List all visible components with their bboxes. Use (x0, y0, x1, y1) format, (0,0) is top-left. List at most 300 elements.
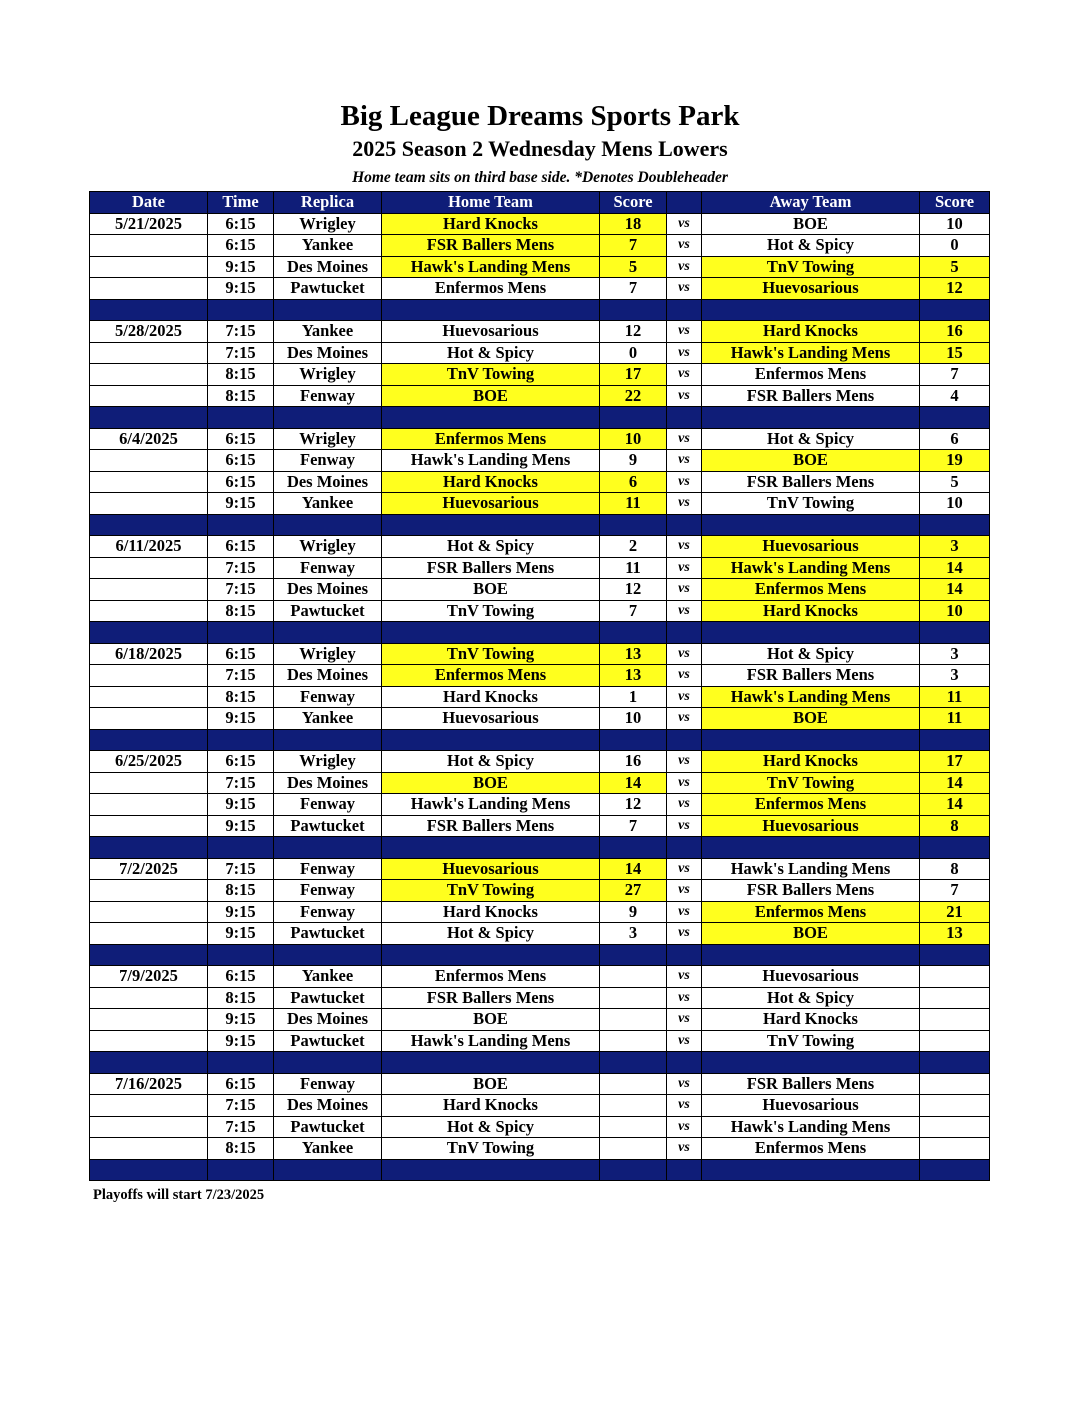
home-score: 13 (600, 643, 667, 665)
table-row (90, 557, 990, 579)
separator-cell (600, 1052, 667, 1074)
week-separator-row (90, 944, 990, 966)
table-header-row (90, 192, 990, 214)
home-score: 5 (600, 256, 667, 278)
game-time: 7:15 (208, 858, 274, 880)
away-score: 4 (920, 385, 990, 407)
separator-cell (208, 407, 274, 429)
vs-label: vs (667, 880, 702, 902)
separator-cell (667, 299, 702, 321)
home-score: 10 (600, 708, 667, 730)
separator-cell (382, 1159, 600, 1181)
vs-label: vs (667, 278, 702, 300)
separator-cell (208, 622, 274, 644)
game-replica-field: Fenway (274, 686, 382, 708)
vs-label: vs (667, 342, 702, 364)
separator-cell (667, 944, 702, 966)
table-row (90, 923, 990, 945)
vs-label: vs (667, 665, 702, 687)
separator-cell (600, 729, 667, 751)
away-team: Enfermos Mens (702, 579, 920, 601)
separator-cell (382, 299, 600, 321)
separator-cell (667, 837, 702, 859)
separator-cell (274, 622, 382, 644)
game-time: 8:15 (208, 880, 274, 902)
game-time: 9:15 (208, 256, 274, 278)
home-team: TnV Towing (382, 643, 600, 665)
home-score: 9 (600, 901, 667, 923)
separator-cell (90, 622, 208, 644)
vs-label: vs (667, 987, 702, 1009)
game-date (90, 235, 208, 257)
game-replica-field: Yankee (274, 966, 382, 988)
home-team: BOE (382, 772, 600, 794)
away-score: 6 (920, 428, 990, 450)
vs-label: vs (667, 364, 702, 386)
header-time: Time (208, 192, 274, 214)
game-date (90, 880, 208, 902)
vs-label: vs (667, 858, 702, 880)
separator-cell (90, 837, 208, 859)
away-score: 7 (920, 364, 990, 386)
away-score (920, 1116, 990, 1138)
game-time: 8:15 (208, 987, 274, 1009)
away-score (920, 966, 990, 988)
vs-label: vs (667, 428, 702, 450)
separator-cell (90, 299, 208, 321)
home-score: 12 (600, 579, 667, 601)
vs-label: vs (667, 751, 702, 773)
page-subtitle: 2025 Season 2 Wednesday Mens Lowers (352, 136, 728, 161)
game-time: 6:15 (208, 213, 274, 235)
away-score: 21 (920, 901, 990, 923)
table-row (90, 385, 990, 407)
separator-cell (600, 944, 667, 966)
week-separator-row (90, 837, 990, 859)
separator-cell (667, 729, 702, 751)
game-date (90, 256, 208, 278)
home-score: 9 (600, 450, 667, 472)
home-team: Hawk's Landing Mens (382, 1030, 600, 1052)
schedule-body (90, 213, 990, 1181)
game-replica-field: Yankee (274, 235, 382, 257)
game-date (90, 579, 208, 601)
away-team: BOE (702, 450, 920, 472)
away-score: 10 (920, 213, 990, 235)
vs-label: vs (667, 493, 702, 515)
separator-cell (920, 622, 990, 644)
table-row (90, 794, 990, 816)
home-team: FSR Ballers Mens (382, 815, 600, 837)
week-separator-row (90, 514, 990, 536)
away-team: Huevosarious (702, 966, 920, 988)
vs-label: vs (667, 1009, 702, 1031)
game-date: 7/9/2025 (90, 966, 208, 988)
home-team: Enfermos Mens (382, 665, 600, 687)
away-team: Hawk's Landing Mens (702, 686, 920, 708)
vs-label: vs (667, 772, 702, 794)
away-team: Hard Knocks (702, 751, 920, 773)
game-replica-field: Des Moines (274, 1095, 382, 1117)
away-team: Enfermos Mens (702, 364, 920, 386)
game-date (90, 1009, 208, 1031)
separator-cell (208, 1052, 274, 1074)
game-replica-field: Yankee (274, 1138, 382, 1160)
home-score: 7 (600, 600, 667, 622)
vs-label: vs (667, 321, 702, 343)
separator-cell (208, 299, 274, 321)
home-score: 12 (600, 794, 667, 816)
game-time: 6:15 (208, 1073, 274, 1095)
game-date: 6/18/2025 (90, 643, 208, 665)
home-team: Hawk's Landing Mens (382, 794, 600, 816)
away-score: 16 (920, 321, 990, 343)
table-row (90, 815, 990, 837)
separator-cell (702, 299, 920, 321)
table-row (90, 342, 990, 364)
game-time: 7:15 (208, 579, 274, 601)
game-time: 8:15 (208, 364, 274, 386)
table-row (90, 966, 990, 988)
home-team: Hot & Spicy (382, 923, 600, 945)
away-team: TnV Towing (702, 256, 920, 278)
home-score: 27 (600, 880, 667, 902)
game-date: 6/11/2025 (90, 536, 208, 558)
separator-cell (90, 407, 208, 429)
home-score: 2 (600, 536, 667, 558)
table-row (90, 1073, 990, 1095)
away-score (920, 1073, 990, 1095)
home-team: Hard Knocks (382, 901, 600, 923)
vs-label: vs (667, 966, 702, 988)
home-team: Hard Knocks (382, 471, 600, 493)
away-team: Enfermos Mens (702, 794, 920, 816)
game-date (90, 471, 208, 493)
week-separator-row (90, 407, 990, 429)
game-replica-field: Fenway (274, 901, 382, 923)
game-time: 9:15 (208, 815, 274, 837)
separator-cell (382, 944, 600, 966)
away-score: 10 (920, 493, 990, 515)
home-score: 1 (600, 686, 667, 708)
game-date: 7/2/2025 (90, 858, 208, 880)
separator-cell (702, 622, 920, 644)
home-score: 16 (600, 751, 667, 773)
game-date (90, 1138, 208, 1160)
game-time: 6:15 (208, 235, 274, 257)
table-row (90, 321, 990, 343)
header-date: Date (90, 192, 208, 214)
game-time: 9:15 (208, 901, 274, 923)
game-replica-field: Fenway (274, 880, 382, 902)
table-row (90, 772, 990, 794)
home-score: 22 (600, 385, 667, 407)
vs-label: vs (667, 450, 702, 472)
away-score (920, 1095, 990, 1117)
game-date (90, 665, 208, 687)
game-replica-field: Des Moines (274, 1009, 382, 1031)
game-date: 5/28/2025 (90, 321, 208, 343)
separator-cell (90, 729, 208, 751)
away-team: TnV Towing (702, 1030, 920, 1052)
home-score (600, 1116, 667, 1138)
schedule-table (89, 191, 990, 1181)
week-separator-row (90, 1159, 990, 1181)
home-score: 7 (600, 235, 667, 257)
separator-cell (90, 1159, 208, 1181)
away-team: Hawk's Landing Mens (702, 858, 920, 880)
away-team: FSR Ballers Mens (702, 665, 920, 687)
vs-label: vs (667, 579, 702, 601)
separator-cell (274, 944, 382, 966)
away-score: 14 (920, 772, 990, 794)
table-row (90, 1095, 990, 1117)
table-row (90, 987, 990, 1009)
separator-cell (702, 514, 920, 536)
week-separator-row (90, 299, 990, 321)
home-team: Hard Knocks (382, 1095, 600, 1117)
home-team: Hard Knocks (382, 686, 600, 708)
home-team: Hot & Spicy (382, 536, 600, 558)
game-replica-field: Fenway (274, 557, 382, 579)
separator-cell (274, 299, 382, 321)
game-date (90, 901, 208, 923)
separator-cell (702, 944, 920, 966)
game-date: 6/25/2025 (90, 751, 208, 773)
home-team: Hawk's Landing Mens (382, 256, 600, 278)
game-date (90, 385, 208, 407)
separator-cell (90, 514, 208, 536)
away-team: Hot & Spicy (702, 643, 920, 665)
separator-cell (382, 514, 600, 536)
home-team: Huevosarious (382, 708, 600, 730)
home-team: Huevosarious (382, 321, 600, 343)
table-row (90, 1138, 990, 1160)
table-row (90, 213, 990, 235)
separator-cell (600, 837, 667, 859)
table-row (90, 536, 990, 558)
away-team: Hawk's Landing Mens (702, 557, 920, 579)
home-score (600, 966, 667, 988)
away-team: TnV Towing (702, 493, 920, 515)
home-team: TnV Towing (382, 364, 600, 386)
table-row (90, 643, 990, 665)
away-score: 17 (920, 751, 990, 773)
away-score: 8 (920, 858, 990, 880)
game-date (90, 815, 208, 837)
away-score: 13 (920, 923, 990, 945)
game-date (90, 794, 208, 816)
game-date (90, 600, 208, 622)
away-score: 14 (920, 794, 990, 816)
home-team: Huevosarious (382, 858, 600, 880)
away-team: FSR Ballers Mens (702, 385, 920, 407)
game-replica-field: Yankee (274, 321, 382, 343)
away-team: Hard Knocks (702, 1009, 920, 1031)
separator-cell (90, 1052, 208, 1074)
game-replica-field: Des Moines (274, 471, 382, 493)
table-row (90, 901, 990, 923)
home-score: 0 (600, 342, 667, 364)
game-replica-field: Fenway (274, 385, 382, 407)
game-replica-field: Pawtucket (274, 987, 382, 1009)
vs-label: vs (667, 213, 702, 235)
separator-cell (920, 514, 990, 536)
separator-cell (208, 514, 274, 536)
game-replica-field: Wrigley (274, 428, 382, 450)
vs-label: vs (667, 708, 702, 730)
home-team: Hawk's Landing Mens (382, 450, 600, 472)
separator-cell (667, 1159, 702, 1181)
game-date: 5/21/2025 (90, 213, 208, 235)
table-row (90, 751, 990, 773)
separator-cell (667, 622, 702, 644)
home-score (600, 1073, 667, 1095)
vs-label: vs (667, 536, 702, 558)
away-score: 3 (920, 643, 990, 665)
game-time: 8:15 (208, 686, 274, 708)
header-home-score: Score (600, 192, 667, 214)
game-replica-field: Des Moines (274, 256, 382, 278)
away-score: 11 (920, 708, 990, 730)
vs-label: vs (667, 923, 702, 945)
home-team: Hot & Spicy (382, 751, 600, 773)
away-team: BOE (702, 923, 920, 945)
header-away-score: Score (920, 192, 990, 214)
game-replica-field: Fenway (274, 858, 382, 880)
away-score (920, 1138, 990, 1160)
game-date (90, 493, 208, 515)
away-score: 3 (920, 536, 990, 558)
home-score: 10 (600, 428, 667, 450)
separator-cell (600, 622, 667, 644)
game-time: 6:15 (208, 471, 274, 493)
separator-cell (667, 514, 702, 536)
game-time: 7:15 (208, 557, 274, 579)
table-row (90, 686, 990, 708)
separator-cell (600, 514, 667, 536)
away-team: Enfermos Mens (702, 901, 920, 923)
game-replica-field: Des Moines (274, 772, 382, 794)
home-score: 6 (600, 471, 667, 493)
home-score (600, 1030, 667, 1052)
schedule-note: Home team sits on third base side. *Denotes Doubleheader (352, 169, 728, 186)
header-home-team: Home Team (382, 192, 600, 214)
game-replica-field: Pawtucket (274, 815, 382, 837)
home-team: Huevosarious (382, 493, 600, 515)
game-replica-field: Wrigley (274, 536, 382, 558)
separator-cell (382, 407, 600, 429)
separator-cell (920, 837, 990, 859)
away-team: Hard Knocks (702, 600, 920, 622)
away-team: BOE (702, 708, 920, 730)
table-row (90, 665, 990, 687)
away-team: Hot & Spicy (702, 428, 920, 450)
table-row (90, 428, 990, 450)
away-score: 3 (920, 665, 990, 687)
game-replica-field: Wrigley (274, 213, 382, 235)
separator-cell (274, 1159, 382, 1181)
game-time: 7:15 (208, 665, 274, 687)
table-row (90, 256, 990, 278)
away-score: 10 (920, 600, 990, 622)
week-separator-row (90, 729, 990, 751)
home-score: 14 (600, 772, 667, 794)
away-score: 19 (920, 450, 990, 472)
separator-cell (382, 622, 600, 644)
game-time: 9:15 (208, 923, 274, 945)
home-score: 13 (600, 665, 667, 687)
game-replica-field: Fenway (274, 794, 382, 816)
header-vs (667, 192, 702, 214)
table-row (90, 1009, 990, 1031)
away-team: Hawk's Landing Mens (702, 1116, 920, 1138)
home-team: FSR Ballers Mens (382, 557, 600, 579)
game-replica-field: Wrigley (274, 364, 382, 386)
separator-cell (600, 407, 667, 429)
away-team: Hot & Spicy (702, 987, 920, 1009)
home-team: TnV Towing (382, 880, 600, 902)
separator-cell (382, 729, 600, 751)
away-team: Hot & Spicy (702, 235, 920, 257)
game-time: 8:15 (208, 1138, 274, 1160)
vs-label: vs (667, 643, 702, 665)
separator-cell (702, 1052, 920, 1074)
vs-label: vs (667, 256, 702, 278)
away-team: Huevosarious (702, 278, 920, 300)
away-team: FSR Ballers Mens (702, 471, 920, 493)
separator-cell (920, 299, 990, 321)
game-time: 7:15 (208, 1095, 274, 1117)
vs-label: vs (667, 901, 702, 923)
game-time: 7:15 (208, 321, 274, 343)
separator-cell (702, 837, 920, 859)
game-replica-field: Pawtucket (274, 1030, 382, 1052)
vs-label: vs (667, 815, 702, 837)
home-team: Hard Knocks (382, 213, 600, 235)
home-score: 7 (600, 278, 667, 300)
separator-cell (702, 407, 920, 429)
home-score: 7 (600, 815, 667, 837)
away-score: 11 (920, 686, 990, 708)
away-score: 5 (920, 256, 990, 278)
table-row (90, 450, 990, 472)
game-time: 7:15 (208, 1116, 274, 1138)
game-date (90, 1095, 208, 1117)
separator-cell (274, 1052, 382, 1074)
game-time: 7:15 (208, 772, 274, 794)
away-team: Huevosarious (702, 815, 920, 837)
game-time: 6:15 (208, 966, 274, 988)
game-date (90, 1116, 208, 1138)
separator-cell (600, 299, 667, 321)
away-team: TnV Towing (702, 772, 920, 794)
separator-cell (702, 1159, 920, 1181)
game-date (90, 450, 208, 472)
separator-cell (208, 944, 274, 966)
game-time: 9:15 (208, 1030, 274, 1052)
game-time: 9:15 (208, 708, 274, 730)
home-team: BOE (382, 385, 600, 407)
table-row (90, 493, 990, 515)
home-score: 11 (600, 493, 667, 515)
table-row (90, 1030, 990, 1052)
game-replica-field: Wrigley (274, 643, 382, 665)
table-row (90, 600, 990, 622)
separator-cell (920, 1159, 990, 1181)
away-score: 15 (920, 342, 990, 364)
away-team: FSR Ballers Mens (702, 1073, 920, 1095)
